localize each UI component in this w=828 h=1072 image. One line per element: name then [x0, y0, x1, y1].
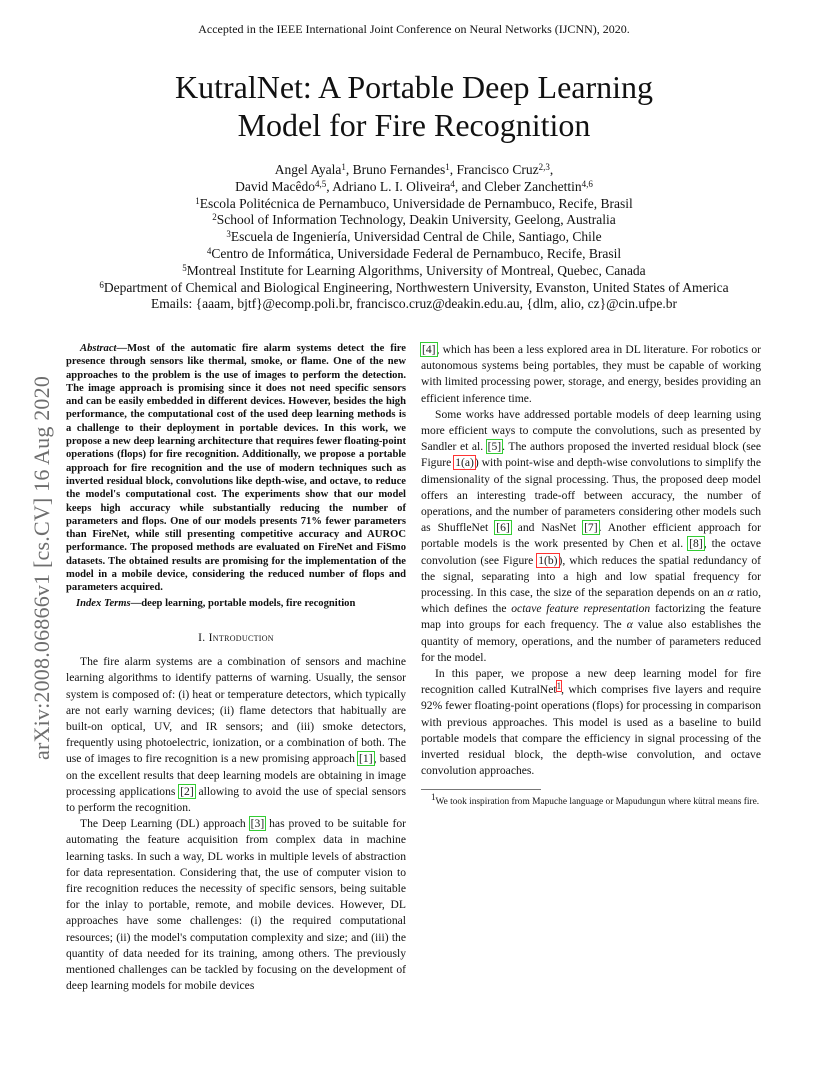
affiliation-2: $^2$School of Information Technology, Deakin University, Geelong, Australia	[212, 212, 616, 228]
author-emails: Emails: {aaam, bjtf}@ecomp.poli.br, francisco.cruz@deakin.edu.au, {dlm, alio, cz}@cin.ufpe.br	[151, 296, 677, 312]
figure-link[interactable]: 1(a)	[455, 456, 474, 470]
citation-link[interactable]: [1]	[359, 752, 373, 766]
citation-link[interactable]: [8]	[689, 537, 703, 551]
affiliation-5: $^5$Montreal Institute for Learning Algorithms, University of Montreal, Quebec, Canada	[182, 262, 646, 278]
affiliation-6: $^6$Department of Chemical and Biological Engineering, Northwestern University, Evanston, United States of America	[99, 279, 729, 295]
arxiv-stamp	[24, 280, 54, 760]
author-block	[0, 162, 828, 313]
right-column	[421, 342, 761, 808]
figure-link[interactable]: 1(b)	[538, 553, 558, 567]
footnote-1: $^1$We took inspiration from Mapuche language or Mapudungun where kütral means fire.	[431, 792, 760, 808]
author-sep: ,	[549, 162, 554, 177]
author-affil: 1	[445, 162, 450, 172]
title-line-2: Model for Fire Recognition	[237, 107, 591, 143]
author-affil: 4,5	[315, 178, 327, 189]
author-affil: 1	[341, 162, 346, 172]
intro-paragraph-2-continued: [4], which has been a less explored area in DL literature. For robotics or autonomous systems being portables, they must be capable of working with limited processing power, storage, and energy, besides providing an efficient inference time.	[421, 343, 761, 405]
intro-paragraph-1: The fire alarm systems are a combination of sensors and machine learning algorithms to identify patterns of warning. Usually, the sensor system is composed of: (i) heat or temperature detectors, which typically are not early warning devices; (ii) flame detectors that habitually are built-on optical, UV, and IR sensors; and (iii) smoke detectors, frequently using photoelectric, ionization, or a combination of both. The use of images to fire recognition is a new promising approach [1], based on the excellent results that deep learning models are obtaining in image processing applications [2] allowing to avoid the use of special sensors to perform the recognition.	[66, 655, 406, 814]
citation-link[interactable]: [4]	[422, 343, 436, 356]
intro-paragraph-4: In this paper, we propose a new deep learning model for fire recognition called KutralNet$^1$, which comprises five layers and require 92% fewer floating-point operations (flops) for processing in comparison with previous approaches. This model is used as a baseline to build portable models that compare the efficiency in signal processing of the inverted residual block, the depth-wise convolution, and octave convolution approaches.	[421, 667, 761, 778]
index-terms: Index Terms—deep learning, portable models, fire recognition	[76, 597, 356, 609]
author-affil: 2,3	[538, 162, 550, 172]
author-line-2	[0, 179, 828, 196]
affiliation-4: $^4$Centro de Informática, Universidade Federal de Pernambuco, Recife, Brasil	[206, 245, 622, 261]
title-line-1: KutralNet: A Portable Deep Learning	[174, 69, 654, 105]
citation-link[interactable]: [5]	[487, 440, 502, 454]
footnote-link[interactable]: 1	[556, 681, 562, 692]
intro-paragraph-2-left-part: has proved to be suitable for automating the feature acquisition from complex data in machine learning tasks. In such a way, DL works in multiple levels of abstraction for data representation. Considering that, the use of computer vision to fire recognition reduces the necessity of specific sensors, being suitable for the inlay to portable, remote, and mobile devices. However, DL approaches have some challenges: (i) the required computational resources; (ii) the model's computation complexity and size; and (iii) the quantity of data needed for its training, among others. The previously mentioned challenges can be tackled by focusing on the development of deep learning models for mobile devices	[66, 817, 406, 993]
citation-link[interactable]: [7]	[584, 521, 598, 535]
section-heading-introduction: I. Introduction	[198, 630, 274, 644]
author-name: Angel Ayala	[274, 162, 342, 177]
arxiv-stamp-text: arXiv:2008.06866v1 [cs.CV] 16 Aug 2020	[29, 375, 54, 760]
left-column	[66, 342, 406, 994]
citation-link[interactable]: [6]	[496, 521, 510, 535]
author-name: , Adriano L. I. Oliveira	[326, 178, 451, 194]
citation-link[interactable]: [3]	[250, 817, 265, 831]
affiliation-3: $^3$Escuela de Ingeniería, Universidad Central de Chile, Santiago, Chile	[226, 229, 602, 245]
conference-note: Accepted in the IEEE International Joint Conference on Neural Networks (IJCNN), 2020.	[198, 22, 630, 36]
intro-paragraph-3: Some works have addressed portable models of deep learning using more efficient ways to compute the convolutions, such as presented by Sandler et al. [5]. The authors proposed the inverted residual block (see Figure 1(a)) with point-wise and depth-wise convolutions to simplify the dimensionality of the signal processing. Thus, the proposed deep model offers an interesting trade-off between accuracy, the number of operations, and the number of parameters considering other models such as ShuffleNet [6] and NasNet [7]. Another efficient approach for portable models is the work presented by Chen et al. [8], the octave convolution (see Figure 1(b)), which reduces the spatial redundancy of the signal, separating into a high and low spatial frequency for processing. In this case, the size of the separation depends on an α ratio, which defines the octave feature representation factorizing the feature map into groups for each frequency. The α value also establishes the quantity of memory, operations, and the number of parameters reduced for the model.	[421, 407, 762, 664]
abstract: Abstract—Most of the automatic fire alarm systems detect the fire presence through sensors like thermal, smoke, or flame. One of the new approaches to the problem is the use of images to perform the detection. The image approach is promising since it does not need specific sensors and can be easily embedded in different devices. However, besides the high performance, the computational cost of the used deep learning methods is a challenge to their deployment in portable devices. In this work, we propose a new deep learning architecture that requires fewer floating-point operations (flops) for fire recognition. Additionally, we propose a portable approach for fire recognition and the use of modern techniques such as inverted residual block, convolutions like depth-wise, and octave, to reduce the model's computational cost. The experiments show that our model keeps high accuracy while substantially reducing the number of parameters and flops. One of our models presents 71% fewer parameters than FireNet, while still presenting competitive accuracy and AUROC performance. The proposed methods are evaluated on FireNet and FiSmo datasets. The obtained results are promising for the implementation of the model in a mobile device, considering the reduced number of flops and parameters acquired.	[66, 343, 406, 594]
author-name: , Francisco Cruz	[449, 162, 539, 177]
intro-paragraph-2: The Deep Learning (DL) approach [3] has proved to be suitable for automating the feature acquisition from complex data in machine learning tasks. In such a way, DL works in multiple levels of abstraction for data representation. Considering that, the use of computer vision to fire recognition reduces the necessity of specific sensors, being suitable for the inlay to portable, remote, and mobile devices. However, DL approaches have some challenges: (i) the required computational resources; (ii) the model's computation complexity and size; and (iii) the quantity of data needed for its training, among others. The previously mentioned challenges can be tackled by focusing on the development of deep learning models for mobile devices	[66, 817, 406, 993]
author-affil: 4	[450, 178, 455, 189]
author-line-1	[0, 162, 828, 179]
footnote-divider	[421, 789, 541, 790]
paper-title	[0, 68, 828, 144]
author-affil: 4,6	[581, 178, 593, 189]
author-name: , Bruno Fernandes	[345, 162, 446, 177]
affiliation-1: $^1$Escola Politécnica de Pernambuco, Universidade de Pernambuco, Recife, Brasil	[195, 195, 633, 211]
author-name: , and Cleber Zanchettin	[454, 178, 582, 194]
author-name: David Macêdo	[235, 178, 316, 194]
citation-link[interactable]: [2]	[180, 784, 194, 798]
